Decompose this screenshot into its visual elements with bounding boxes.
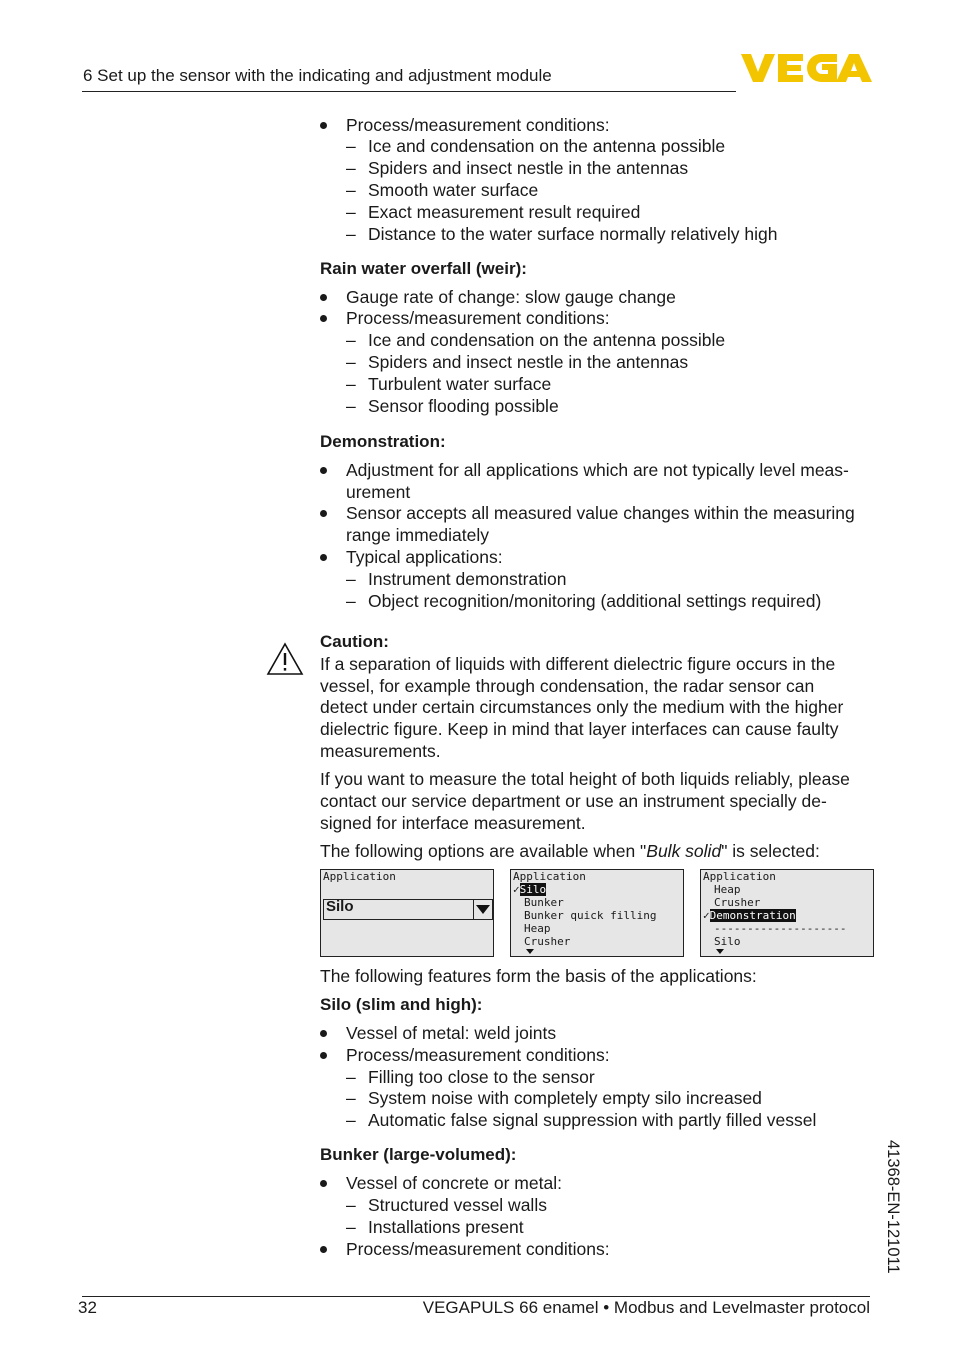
caution-text: measurements. [320,741,441,761]
lcd-list-item-selected[interactable]: ✓Silo [513,883,547,896]
header-rule [82,91,736,92]
check-icon: ✓ [513,883,520,896]
paragraph-text: If you want to measure the total height of both liquids reliably, please [320,769,850,789]
lcd-application-list-demo [700,869,874,957]
lcd-list-item[interactable]: Heap [524,922,551,935]
footer-title: VEGAPULS 66 enamel • Modbus and Levelmaster protocol [422,1298,870,1317]
section-heading-demonstration: Demonstration: [320,432,446,451]
page-number: 32 [78,1298,97,1317]
lcd-title: Application [513,870,586,883]
caution-text: dielectric figure. Keep in mind that layer interfaces can cause faulty [320,719,839,739]
caution-text: detect under certain circumstances only the medium with the higher [320,697,844,717]
document-code: 41368-EN-121011 [884,1140,902,1274]
footer-rule [82,1296,870,1297]
paragraph-text: The following features form the basis of the applications: [320,966,757,986]
lcd-list-item[interactable]: Crusher [524,935,571,948]
vega-logo [741,52,873,89]
lcd-title: Application [703,870,776,883]
warning-triangle-icon [266,642,304,681]
select-value: Silo [326,898,354,915]
caution-text: If a separation of liquids with different dielectric figure occurs in the [320,654,836,674]
list-item-continuation: range immediately [346,525,489,545]
paragraph-text: signed for interface measurement. [320,813,586,833]
paragraph-text: The following options are available when "Bulk solid" is selected: [320,841,820,861]
list-item-continuation: urement [346,482,411,502]
lcd-list-item[interactable]: Heap [714,883,741,896]
lcd-list-item[interactable]: Crusher [714,896,761,909]
lcd-list-item-selected[interactable]: ✓Demonstration [703,909,796,922]
lcd-separator: -------------------- [714,922,847,935]
paragraph-text: contact our service department or use an instrument specially de- [320,791,827,811]
caution-text: vessel, for example through condensation, the radar sensor can [320,676,815,696]
header-section-title: 6 Set up the sensor with the indicating and adjustment module [83,66,552,85]
scroll-down-icon [526,949,534,954]
lcd-application-list [510,869,684,957]
section-heading-rain-water: Rain water overfall (weir): [320,259,527,278]
lcd-list-item[interactable]: Bunker [524,896,564,909]
scroll-down-icon [716,949,724,954]
check-icon: ✓ [703,909,710,922]
section-heading-bunker: Bunker (large-volumed): [320,1145,517,1164]
lcd-title: Application [323,870,396,883]
lcd-list-item[interactable]: Bunker quick filling [524,909,657,922]
caution-heading: Caution: [320,632,389,651]
lcd-list-item[interactable]: Silo [714,935,741,948]
dropdown-arrow-icon[interactable] [473,900,492,919]
application-select[interactable] [323,899,493,920]
lcd-application-dropdown [320,869,494,957]
section-heading-silo: Silo (slim and high): [320,995,483,1014]
